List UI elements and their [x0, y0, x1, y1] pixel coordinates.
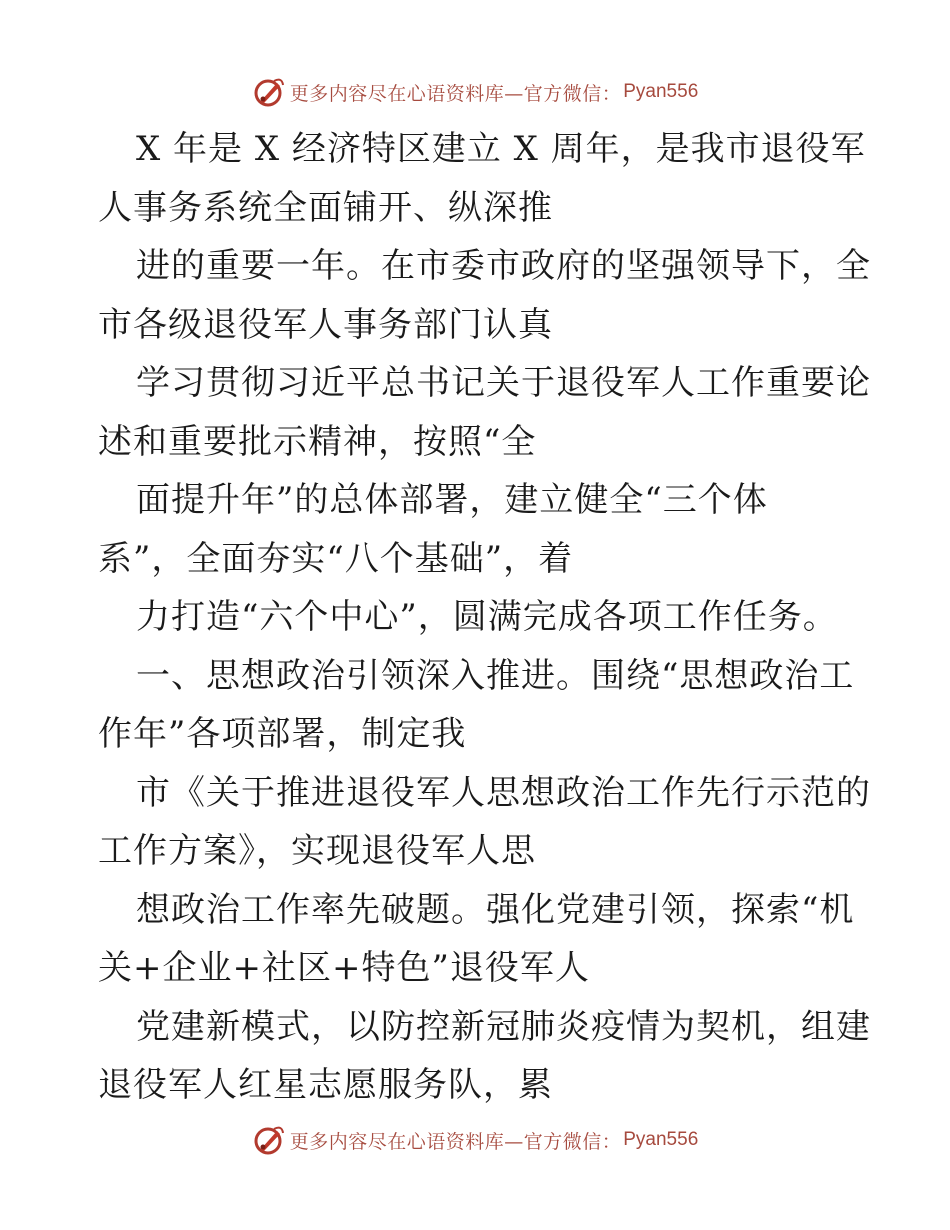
paragraph-line: 系”，全面夯实“八个基础”，着 [98, 538, 574, 579]
paragraph [98, 764, 871, 881]
paragraph-line: 关+企业+社区+特色”退役军人 [98, 948, 590, 988]
paragraph [98, 647, 858, 764]
paragraph-line: 市各级退役军人事务部门认真 [98, 304, 553, 345]
watermark [252, 75, 699, 109]
watermark-text: 更多内容尽在心语资料库—官方微信： [289, 1130, 622, 1153]
footer-watermark [0, 1120, 950, 1160]
paragraph-line: 退役军人红星志愿服务队，累 [98, 1065, 553, 1105]
paragraph-line: 力打造“六个中心”，圆满完成各项工作任务。 [136, 597, 838, 637]
paragraph-line: X 年是 X 经济特区建立 X 周年，是我市退役军 [136, 129, 866, 169]
paragraph-line: 学习贯彻习近平总书记关于退役军人工作重要论 [136, 363, 871, 403]
paragraph-line: 工作方案》，实现退役军人思 [98, 831, 536, 871]
paragraph [98, 354, 871, 471]
watermark [252, 1123, 699, 1157]
paragraph [98, 998, 871, 1115]
quill-seal-icon [252, 1123, 286, 1157]
paragraph-line: 人事务系统全面铺开、纵深推 [98, 187, 553, 228]
paragraph-line: 党建新模式，以防控新冠肺炎疫情为契机，组建 [136, 1006, 871, 1047]
watermark-wechat-id: Pyan556 [623, 81, 699, 102]
paragraph-line: 面提升年”的总体部署，建立健全“三个体 [136, 480, 768, 520]
paragraph [98, 881, 858, 998]
paragraph [98, 120, 866, 237]
document-body [98, 120, 871, 1115]
paragraph-line: 想政治工作率先破题。强化党建引领，探索“机 [136, 889, 855, 930]
paragraph-line: 作年”各项部署，制定我 [98, 714, 467, 754]
paragraph-line: 进的重要一年。在市委市政府的坚强领导下，全 [136, 246, 871, 286]
quill-seal-icon [252, 75, 286, 109]
paragraph [98, 588, 858, 647]
watermark-text: 更多内容尽在心语资料库—官方微信： [289, 82, 622, 105]
header-watermark [0, 72, 950, 112]
paragraph-line: 市《关于推进退役军人思想政治工作先行示范的 [136, 772, 871, 813]
paragraph-line: 一、思想政治引领深入推进。围绕“思想政治工 [136, 655, 855, 696]
watermark-wechat-id: Pyan556 [623, 1129, 699, 1150]
paragraph [98, 237, 871, 354]
paragraph-line: 述和重要批示精神，按照“全 [98, 421, 537, 462]
paragraph [98, 471, 858, 588]
